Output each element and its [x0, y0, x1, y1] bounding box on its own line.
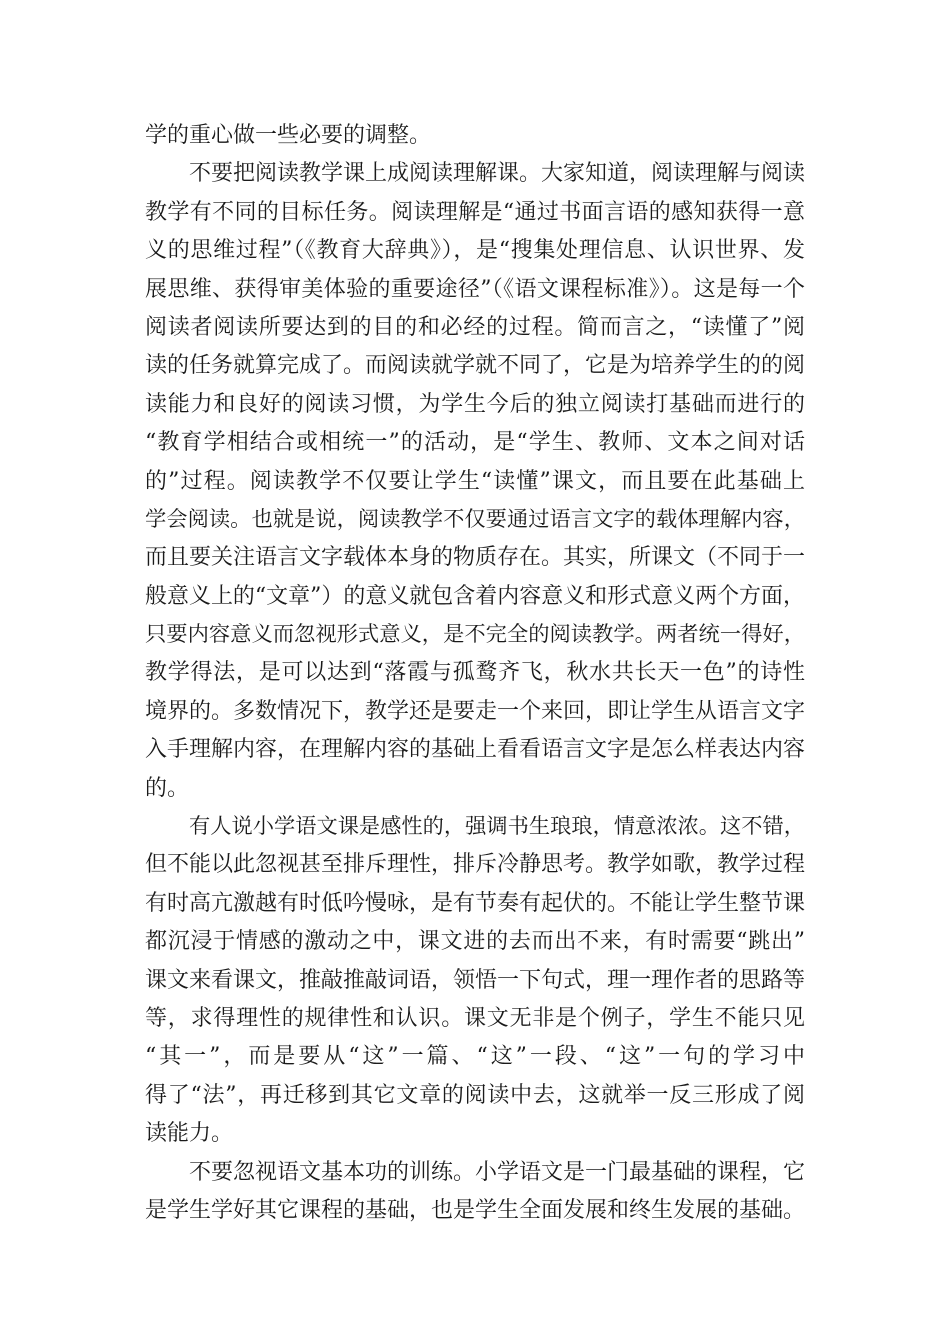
text-line: 但不能以此忽视甚至排斥理性，排斥冷静思考。教学如歌，教学过程	[145, 852, 806, 878]
text-line: 义的思维过程”（《教育大辞典》），是“搜集处理信息、认识世界、发	[145, 238, 805, 264]
text-line: 教学得法，是可以达到“落霞与孤鹜齐飞，秋水共长天一色”的诗性	[145, 660, 805, 686]
document-body-text	[145, 117, 805, 1230]
text-line: 学的重心做一些必要的调整。	[145, 123, 432, 148]
text-line: 入手理解内容，在理解内容的基础上看看语言文字是怎么样表达内容	[145, 737, 806, 763]
text-line: 阅读者阅读所要达到的目的和必经的过程。简而言之，“读懂了”阅	[145, 314, 805, 340]
text-line: 有人说小学语文课是感性的，强调书生琅琅，情意浓浓。这不错，	[189, 814, 805, 840]
text-line: 不要忽视语文基本功的训练。小学语文是一门最基础的课程，它	[189, 1159, 806, 1185]
text-line: 等，求得理性的规律性和认识。课文无非是个例子，学生不能只见	[145, 1005, 805, 1031]
text-line: 般意义上的“文章”）的意义就包含着内容意义和形式意义两个方面，	[145, 583, 805, 609]
text-line: 不要把阅读教学课上成阅读理解课。大家知道，阅读理解与阅读	[189, 161, 806, 187]
text-line: “其一”，而是要从“这”一篇、“这”一段、“这”一句的学习中	[145, 1044, 805, 1070]
text-line: “教育学相结合或相统一”的活动，是“学生、教师、文本之间对话	[145, 430, 805, 456]
text-line: 课文来看课文，推敲推敲词语，领悟一下句式，理一理作者的思路等	[145, 967, 806, 993]
text-line: 的”过程。阅读教学不仅要让学生“读懂”课文，而且要在此基础上	[145, 468, 805, 494]
text-line: 的。	[145, 775, 190, 801]
text-line: 得了“法”，再迁移到其它文章的阅读中去，这就举一反三形成了阅	[145, 1082, 805, 1108]
text-line: 读的任务就算完成了。而阅读就学就不同了，它是为培养学生的的阅	[145, 353, 806, 379]
text-line: 读能力。	[145, 1121, 234, 1147]
text-line: 境界的。多数情况下，教学还是要走一个来回，即让学生从语言文字	[145, 698, 806, 724]
text-line: 读能力和良好的阅读习惯，为学生今后的独立阅读打基础而进行的	[145, 391, 805, 417]
text-line: 都沉浸于情感的激动之中，课文进的去而出不来，有时需要“跳出”	[145, 929, 805, 955]
text-line: 有时高亢激越有时低吟慢咏，是有节奏有起伏的。不能让学生整节课	[145, 890, 806, 916]
text-line: 是学生学好其它课程的基础，也是学生全面发展和终生发展的基础。	[145, 1197, 806, 1223]
text-line: 只要内容意义而忽视形式意义，是不完全的阅读教学。两者统一得好，	[145, 622, 805, 648]
text-line: 学会阅读。也就是说，阅读教学不仅要通过语言文字的载体理解内容，	[145, 506, 805, 532]
text-line: 而且要关注语言文字载体本身的物质存在。其实，所课文（不同于一	[145, 545, 806, 571]
text-line: 展思维、获得审美体验的重要途径”（《语文课程标准》）。这是每一个	[145, 276, 805, 302]
text-line: 教学有不同的目标任务。阅读理解是“通过书面言语的感知获得一意	[145, 199, 805, 225]
